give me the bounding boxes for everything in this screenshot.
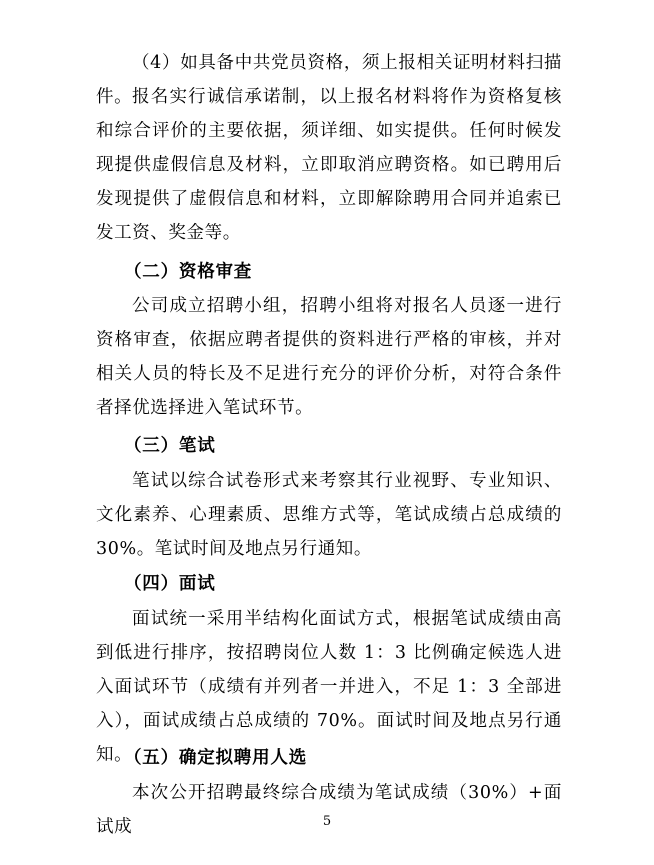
paragraph-written-test: 笔试以综合试卷形式来考察其行业视野、专业知识、文化素养、心理素质、思维方式等，笔试成绩占总成绩的 30%。笔试时间及地点另行通知。: [96, 471, 562, 559]
heading-qualification-review: （二）资格审查: [124, 262, 253, 282]
page-number: 5: [322, 814, 332, 829]
heading-written-test: （三）笔试: [124, 436, 216, 456]
paragraph-cpc-membership: （4）如具备中共党员资格，须上报相关证明材料扫描件。: [96, 53, 562, 107]
heading-final-candidates: （五）确定拟聘用人选: [124, 748, 307, 768]
paragraph-interview: 面试统一采用半结构化面试方式，根据笔试成绩由高到低进行排序，按招聘岗位人数 1：3 比例确定候选人进入面试环节（成绩有并列者一并进入，不足 1：3 全部进入），面试成绩占总成绩的 70%。面试时间及地点另行通知。: [96, 609, 562, 765]
paragraph-qualification-review: 公司成立招聘小组，招聘小组将对报名人员逐一进行资格审查，依据应聘者提供的资料进行严格的审核，并对相关人员的特长及不足进行充分的评价分析，对符合条件者择优选择进入笔试环节。: [96, 296, 562, 418]
paragraph-integrity-commitment: 报名实行诚信承诺制，以上报名材料将作为资格复核和综合评价的主要依据，须详细、如实提供。任何时候发现提供虚假信息及材料，立即取消应聘资格。如已聘用后发现提供了虚假信息和材料，立即解除聘用合同并追索已发工资、奖金等。: [96, 87, 562, 243]
paragraph-final-score: 本次公开招聘最终综合成绩为笔试成绩（30%）+面试成: [96, 783, 562, 837]
heading-interview: （四）面试: [124, 574, 216, 594]
